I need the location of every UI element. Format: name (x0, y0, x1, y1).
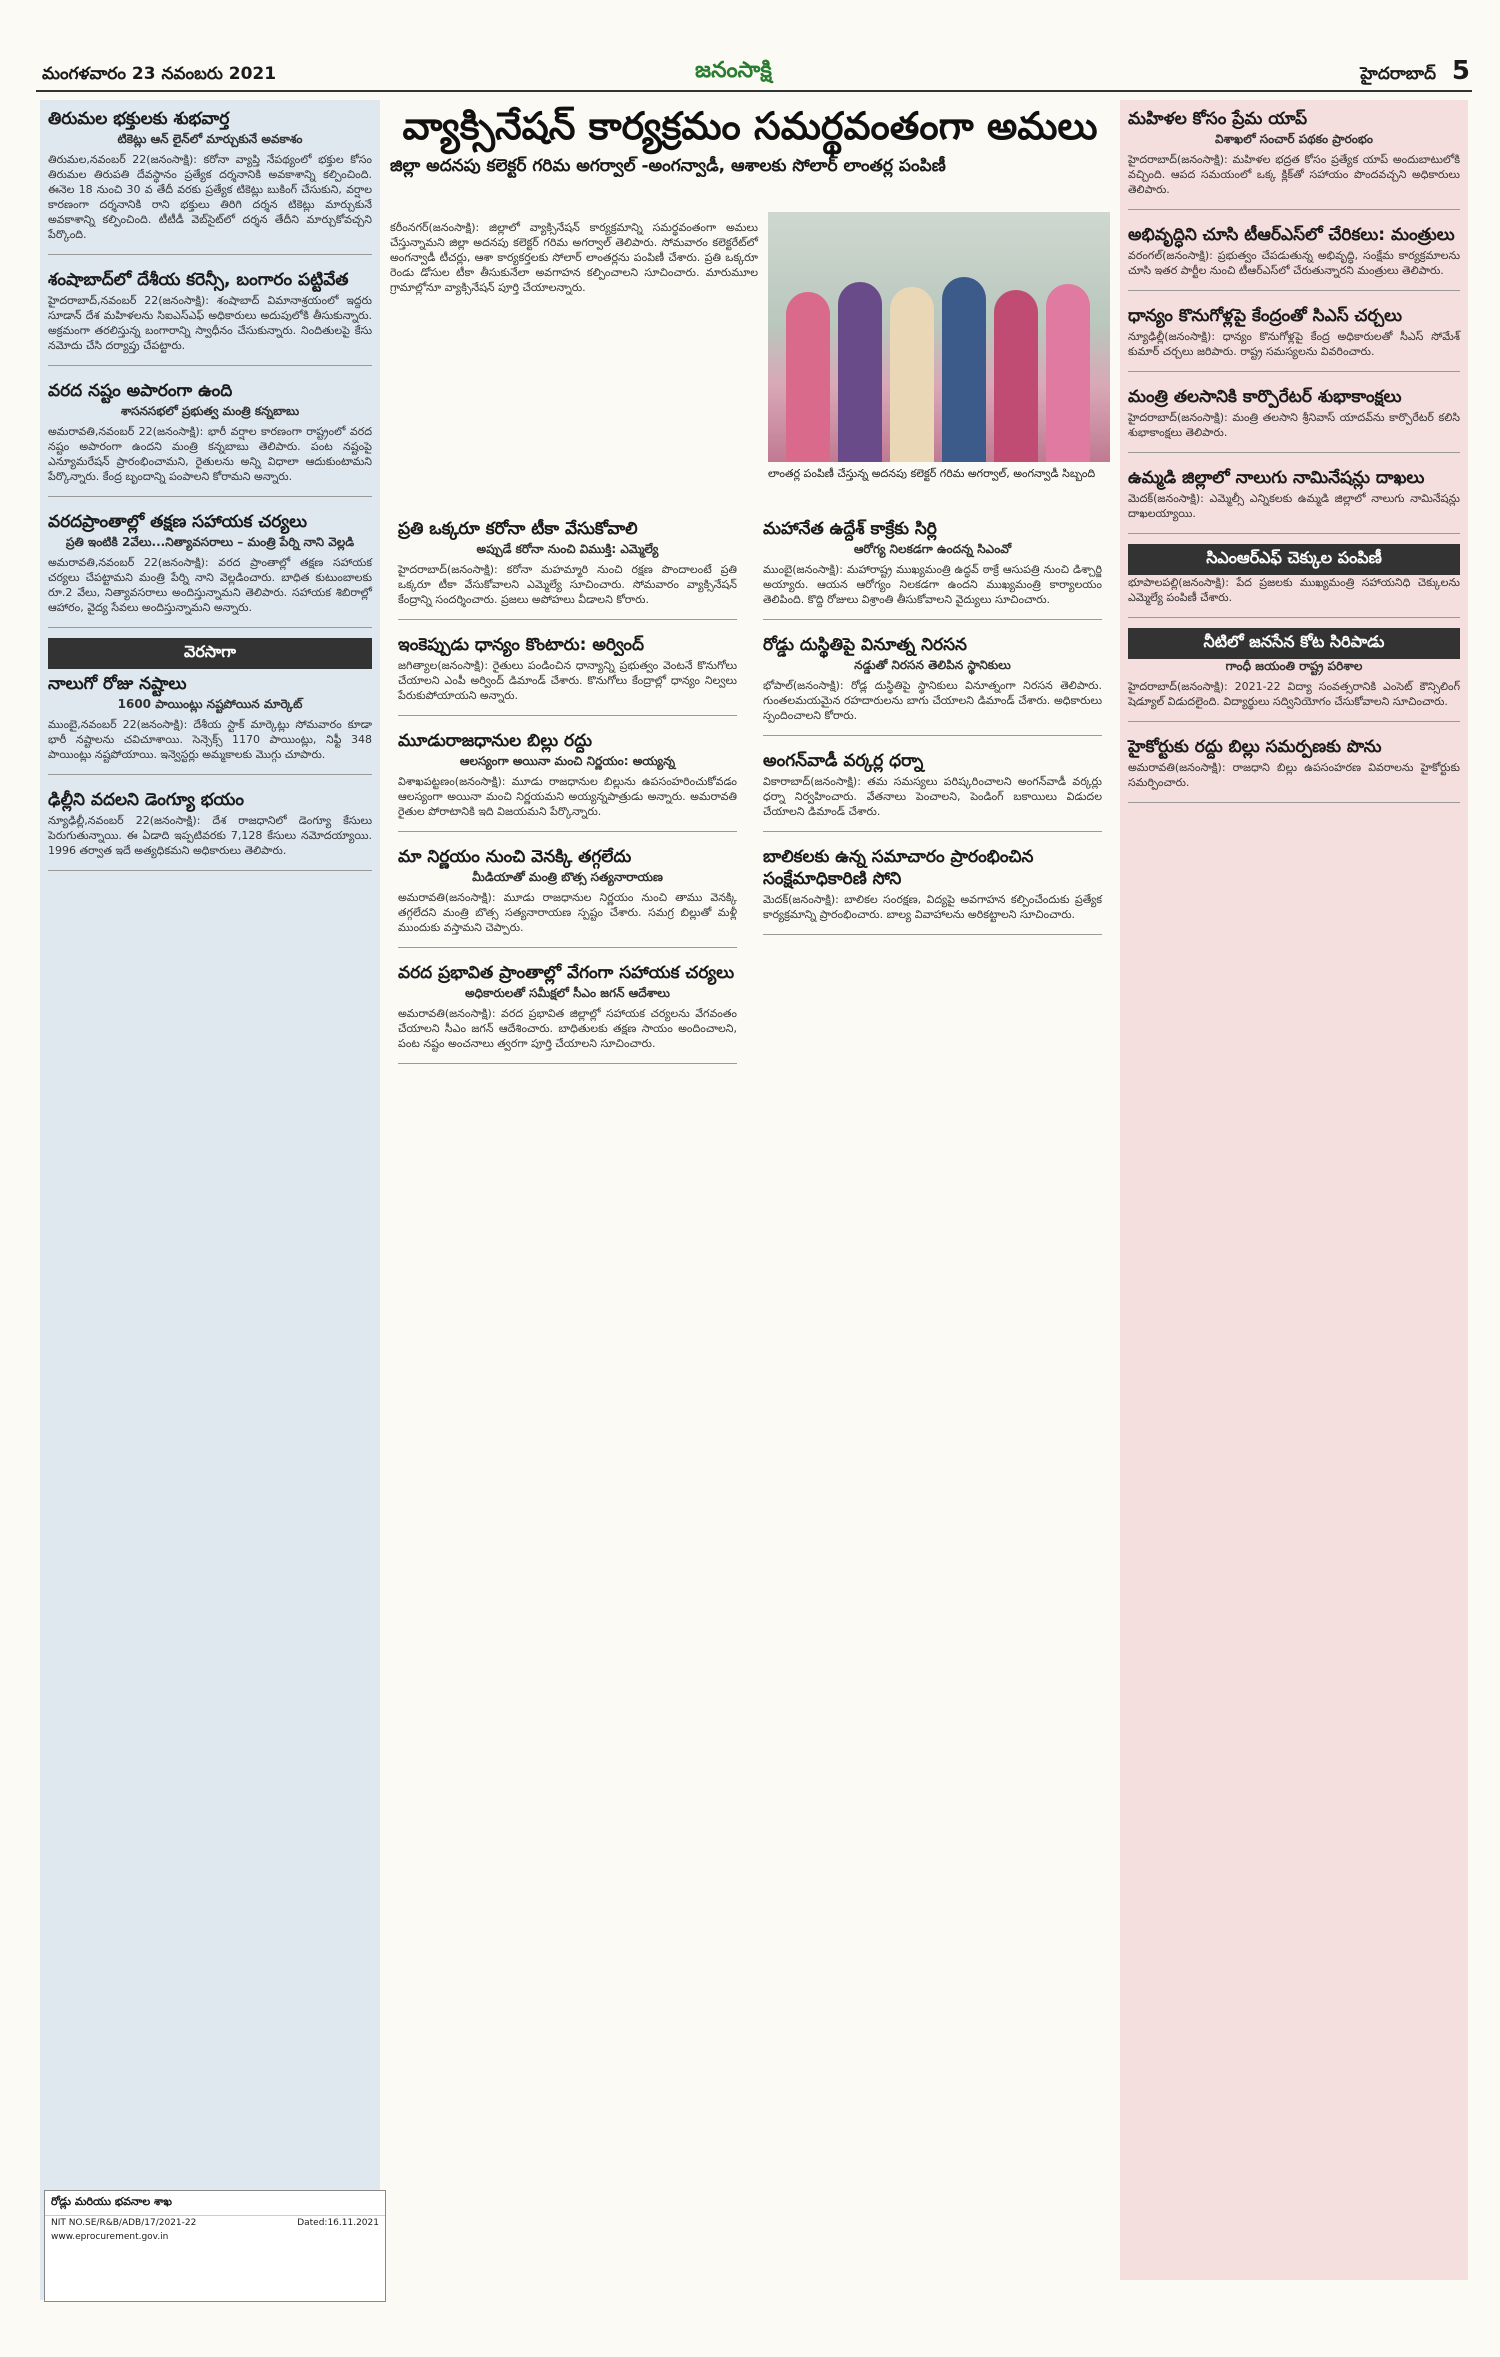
news-body: భూపాలపల్లి(జనంసాక్షి): పేద ప్రజలకు ముఖ్యమంత్రి సహాయనిధి చెక్కులను ఎమ్మెల్యే పంపిణీ చేశారు. (1128, 576, 1460, 604)
lead-photo (768, 212, 1110, 462)
issue-date: మంగళవారం 23 నవంబరు 2021 (42, 64, 277, 84)
news-item (40, 781, 380, 864)
notice-number: NIT NO.SE/R&B/ADB/17/2021-22 (51, 2218, 197, 2228)
divider (398, 947, 737, 948)
news-item (40, 634, 380, 768)
news-headline: ఢిల్లీని వదలని డెంగ్యూ భయం (48, 790, 245, 810)
news-subhead: ప్రతి ఇంటికి 2వేలు...నిత్యావసరాలు – మంత్రి పేర్ని నాని వెల్లడి (65, 535, 355, 549)
divider (48, 774, 372, 775)
news-headline: ధాన్యం కొనుగోళ్లపై కేంద్రంతో సిఎస్ చర్చలు (1128, 306, 1403, 326)
news-headline: అభివృద్ధిని చూసి టీఆర్ఎస్‌లో చేరికలు: మంత్రులు (1128, 225, 1455, 245)
page-number: 5 (1451, 56, 1470, 86)
news-headline: వరద నష్టం అపారంగా ఉంది (48, 381, 233, 401)
photo-person (838, 282, 882, 462)
news-headline: మా నిర్ణయం నుంచి వెనక్కి తగ్గలేదు (398, 847, 632, 867)
notice-heading: రోడ్లు మరియు భవనాల శాఖ (45, 2191, 385, 2216)
news-body: హైదరాబాద్(జనంసాక్షి): కరోనా మహమ్మారి నుంచి రక్షణ పొందాలంటే ప్రతి ఒక్కరూ టీకా వేసుకోవాలని ఎమ్మెల్యే సూచించారు. సోమవారం వ్యాక్సినేషన్ కేంద్రాన్ని సందర్శించారు. ప్రజలు అపోహలు వీడాలని కోరారు. (398, 563, 737, 606)
divider (398, 715, 737, 716)
news-headline: వరదప్రాంతాల్లో తక్షణ సహాయక చర్యలు (48, 512, 308, 532)
news-body: న్యూఢిల్లీ(జనంసాక్షి): ధాన్యం కొనుగోళ్లపై కేంద్ర అధికారులతో సీఎస్ సోమేశ్ కుమార్ చర్చలు జరిపారు. రాష్ట్ర సమస్యలను వివరించారు. (1128, 330, 1460, 358)
photo-person (994, 290, 1038, 462)
news-headline: హైకోర్టుకు రద్దు బిల్లు సమర్పణకు పొను (1128, 737, 1382, 757)
news-subhead: టికెట్లు ఆన్ లైన్‌లో మార్చుకునే అవకాశం (117, 132, 303, 146)
divider (1128, 721, 1460, 722)
notice-url: www.eprocurement.gov.in (51, 2232, 169, 2242)
news-body: ముంబై(జనంసాక్షి): మహారాష్ట్ర ముఖ్యమంత్రి ఉద్ధవ్ ఠాక్రే ఆసుపత్రి నుంచి డిశ్చార్జి అయ్యారు. ఆయన ఆరోగ్యం నిలకడగా ఉందని ముఖ్యమంత్రి కార్యాలయం తెలిపింది. కొద్ది రోజులు విశ్రాంతి తీసుకోవాలని వైద్యులు సూచించారు. (763, 563, 1102, 606)
news-headline: రోడ్డు దుస్థితిపై వినూత్న నిరసన (763, 635, 967, 655)
news-item (1120, 216, 1468, 284)
divider (1128, 533, 1460, 534)
divider (1128, 209, 1460, 210)
news-item (40, 261, 380, 359)
news-body: హైదరాబాద్,నవంబర్ 22(జనంసాక్షి): శంషాబాద్ విమానాశ్రయంలో ఇద్దరు సూడాన్ దేశ మహిళలను సిఐఎస్ఎఫ్ అధికారులు అదుపులోకి తీసుకున్నారు. అక్రమంగా తరలిస్తున్న బంగారాన్ని స్వాధీనం చేసుకున్నారు. నిందితులపై కేసు నమోదు చేసి దర్యాప్తు చేపట్టారు. (48, 294, 372, 352)
news-headline: తిరుమల భక్తులకు శుభవార్త (48, 109, 230, 129)
section-box-heading: సిఎంఆర్‌ఎఫ్ చెక్కుల పంపిణీ (1128, 544, 1460, 575)
lead-story (390, 100, 1110, 480)
divider (48, 627, 372, 628)
photo-person (890, 287, 934, 462)
lead-deck: జిల్లా అదనపు కలెక్టర్ గరిమ అగర్వాల్ -అంగన్వాడీ, ఆశాలకు సోలార్ లాంతర్ల పంపిణీ (390, 156, 946, 176)
news-body: విశాఖపట్టణం(జనంసాక్షి): మూడు రాజధానుల బిల్లును ఉపసంహరించుకోవడం ఆలస్యంగా అయినా మంచి నిర్ణయమని అయ్యన్నపాత్రుడు అన్నారు. అమరావతి రైతుల పోరాటానికి ఇది విజయమని పేర్కొన్నారు. (398, 775, 737, 818)
news-body: హైదరాబాద్(జనంసాక్షి): మంత్రి తలసాని శ్రీనివాస్ యాదవ్‌ను కార్పొరేటర్ కలిసి శుభాకాంక్షలు తెలిపారు. (1128, 411, 1460, 439)
news-item (1120, 624, 1468, 715)
news-item (1120, 459, 1468, 527)
brand-logo: జనంసాక్షి (695, 58, 772, 83)
divider (398, 1063, 737, 1064)
news-headline: అంగన్‌వాడీ వర్కర్ల ధర్నా (763, 751, 924, 771)
lead-body: కరీంనగర్(జనంసాక్షి): జిల్లాలో వ్యాక్సినేషన్ కార్యక్రమాన్ని సమర్థవంతంగా అమలు చేస్తున్నామని జిల్లా అదనపు కలెక్టర్ గరిమ అగర్వాల్ తెలిపారు. సోమవారం కలెక్టరేట్‌లో అంగన్వాడీ టీచర్లు, ఆశా కార్యకర్తలకు సోలార్ లాంతర్లను పంపిణీ చేశారు. ప్రతి ఒక్కరూ రెండు డోసుల టీకా తీసుకునేలా అవగాహన కల్పించాలని సూచించారు. మారుమూల గ్రామాల్లోనూ వ్యాక్సినేషన్ పూర్తి చేయాలన్నారు. (390, 221, 758, 294)
section-box-heading: నీటిలో జనసేన కోట సిరిపాడు (1128, 628, 1460, 659)
divider (398, 619, 737, 620)
news-item (390, 510, 745, 613)
news-subhead: 1600 పాయింట్లు నష్టపోయిన మార్కెట్ (117, 697, 303, 711)
news-headline: మూడురాజధానుల బిల్లు రద్దు (398, 731, 593, 751)
news-headline: మంత్రి తలసానికి కార్పొరేటర్ శుభాకాంక్షలు (1128, 387, 1402, 407)
photo-person (786, 292, 830, 462)
news-body: అమరావతి(జనంసాక్షి): వరద ప్రభావిత జిల్లాల్లో సహాయక చర్యలను వేగవంతం చేయాలని సీఎం జగన్ ఆదేశించారు. బాధితులకు తక్షణ సాయం అందించాలని, పంట నష్టం అంచనాలు త్వరగా పూర్తి చేయాలని సూచించారు. (398, 1007, 737, 1050)
news-body: న్యూఢిల్లీ,నవంబర్ 22(జనంసాక్షి): దేశ రాజధానిలో డెంగ్యూ కేసులు పెరుగుతున్నాయి. ఈ ఏడాది ఇప్పటివరకు 7,128 కేసులు నమోదయ్యాయి. 1996 తర్వాత ఇదే అత్యధికమని అధికారులు తెలిపారు. (48, 814, 372, 857)
divider (1128, 290, 1460, 291)
lead-headline: వ్యాక్సినేషన్ కార్యక్రమం సమర్థవంతంగా అమలు (402, 104, 1098, 148)
news-body: తిరుమల,నవంబర్ 22(జనంసాక్షి): కరోనా వ్యాప్తి నేపథ్యంలో భక్తుల కోసం తిరుమల తిరుపతి దేవస్థానం ప్రత్యేక దర్శనానికి అవకాశాన్ని కల్పించింది. ఈనెల 18 నుంచి 30 వ తేదీ వరకు ప్రత్యేక టికెట్లు బుకింగ్ చేసుకుని, వర్షాల కారణంగా దర్శనానికి రాని భక్తులు తిరిగి దర్శన టికెట్లు మార్చుకునే అవకాశాన్ని కల్పించింది. టీటీడీ వెబ్‌సైట్‌లో దర్శన తేదీని మార్చుకోవచ్చని పేర్కొంది. (48, 153, 372, 241)
news-item (1120, 540, 1468, 611)
photo-person (1046, 284, 1090, 462)
news-body: అమరావతి,నవంబర్ 22(జనంసాక్షి): వరద ప్రాంతాల్లో తక్షణ సహాయక చర్యలు చేపట్టామని మంత్రి పేర్ని నాని వెల్లడించారు. బాధిత కుటుంబాలకు రూ.2 వేలు, నిత్యావసరాలు అందిస్తున్నామని తెలిపారు. సహాయక శిబిరాల్లో ఆహారం, వైద్య సేవలు అందిస్తున్నామని అన్నారు. (48, 556, 372, 614)
divider (48, 496, 372, 497)
news-item (755, 838, 1110, 928)
news-item (1120, 100, 1468, 203)
news-body: భోపాల్(జనంసాక్షి): రోడ్ల దుస్థితిపై స్థానికులు వినూత్నంగా నిరసన తెలిపారు. గుంతలమయమైన రహదారులను బాగు చేయాలని డిమాండ్ చేశారు. అధికారులు స్పందించాలని కోరారు. (763, 679, 1102, 722)
news-item (1120, 297, 1468, 365)
divider (48, 870, 372, 871)
news-subhead: అప్పుడే కరోనా నుంచి విముక్తి: ఎమ్మెల్యే (476, 542, 659, 556)
section-box-heading: వెరసాగా (48, 638, 372, 669)
news-subhead: నడ్డుతో నిరసన తెలిపిన స్థానికులు (854, 658, 1011, 672)
news-item (40, 100, 380, 248)
news-item (390, 954, 745, 1057)
lead-caption: లాంతర్ల పంపిణీ చేస్తున్న అదనపు కలెక్టర్ గరిమ అగర్వాల్, అంగన్వాడీ సిబ్బంది (768, 467, 1096, 480)
news-subhead: గాంధీ జయంతి రాష్ట్ర పరిశాల (1225, 659, 1363, 673)
divider (763, 934, 1102, 935)
tender-notice (44, 2190, 386, 2302)
divider (1128, 371, 1460, 372)
news-subhead: ఆరోగ్య నిలకడగా ఉందన్న సిఎంవో (853, 542, 1012, 556)
right-column (1120, 100, 1468, 2280)
news-item (390, 838, 745, 941)
divider (48, 365, 372, 366)
photo-person (942, 277, 986, 462)
news-headline: మహిళల కోసం ప్రేమ యాప్ (1128, 109, 1308, 129)
news-body: ముంబై,నవంబర్ 22(జనంసాక్షి): దేశీయ స్టాక్ మార్కెట్లు సోమవారం కూడా భారీ నష్టాలను చవిచూశాయి. సెన్సెక్స్ 1170 పాయింట్లు, నిఫ్టీ 348 పాయింట్లు నష్టపోయాయి. ఇన్వెస్టర్లు అమ్మకాలకు మొగ్గు చూపారు. (48, 718, 372, 761)
news-item (755, 510, 1110, 613)
news-subhead: ఆలస్యంగా అయినా మంచి నిర్ణయం: అయ్యన్న (459, 754, 676, 768)
notice-date: Dated:16.11.2021 (297, 2218, 379, 2228)
news-subhead: శాసనసభలో ప్రభుత్వ మంత్రి కన్నబాబు (120, 404, 300, 418)
news-body: అమరావతి(జనంసాక్షి): మూడు రాజధానుల నిర్ణయం నుంచి తాము వెనక్కి తగ్గలేదని మంత్రి బొత్స సత్యనారాయణ స్పష్టం చేశారు. సమగ్ర బిల్లుతో మళ్లీ ముందుకు వస్తామని చెప్పారు. (398, 891, 737, 934)
news-subhead: అధికారులతో సమీక్షలో సీఎం జగన్ ఆదేశాలు (465, 986, 670, 1000)
masthead-rule (36, 90, 1472, 92)
news-headline: శంషాబాద్‌లో దేశీయ కరెన్సీ, బంగారం పట్టివేత (48, 270, 349, 290)
divider (398, 831, 737, 832)
news-item (40, 503, 380, 621)
news-item (390, 626, 745, 709)
news-item (755, 742, 1110, 825)
masthead (0, 0, 1500, 88)
news-headline: ఇంకెప్పుడు ధాన్యం కొంటారు: అర్వింద్ (398, 635, 645, 655)
news-headline: మహానేత ఉద్దేశ్ కాక్రేకు సిర్లి (763, 519, 937, 539)
news-subhead: మీడియాతో మంత్రి బొత్స సత్యనారాయణ (472, 870, 663, 884)
edition-city: హైదరాబాద్ (1360, 64, 1436, 84)
divider (763, 735, 1102, 736)
news-body: అమరావతి(జనంసాక్షి): రాజధాని బిల్లు ఉపసంహరణ వివరాలను హైకోర్టుకు సమర్పించారు. (1128, 761, 1460, 789)
news-body: వరంగల్(జనంసాక్షి): ప్రభుత్వం చేపడుతున్న అభివృద్ధి, సంక్షేమ కార్యక్రమాలను చూసి ఇతర పార్టీల నుంచి టీఆర్ఎస్‌లో చేరుతున్నారని మంత్రులు తెలిపారు. (1128, 249, 1460, 277)
news-headline: ఉమ్మడి జిల్లాలో నాలుగు నామినేషన్లు దాఖలు (1128, 468, 1425, 488)
news-item (40, 372, 380, 490)
divider (1128, 452, 1460, 453)
divider (1128, 617, 1460, 618)
divider (1128, 802, 1460, 803)
news-body: జగిత్యాల(జనంసాక్షి): రైతులు పండించిన ధాన్యాన్ని ప్రభుత్వం వెంటనే కొనుగోలు చేయాలని ఎంపీ అర్వింద్ డిమాండ్ చేశారు. కొనుగోలు కేంద్రాల్లో ధాన్యం నిల్వలు పేరుకుపోయాయని అన్నారు. (398, 659, 737, 702)
news-subhead: విశాఖలో సంచార్ పథకం ప్రారంభం (1215, 132, 1373, 146)
divider (48, 254, 372, 255)
middle-column-2 (755, 510, 1110, 941)
news-headline: ప్రతి ఒక్కరూ కరోనా టీకా వేసుకోవాలి (398, 519, 638, 539)
left-column (40, 100, 380, 2300)
news-body: మెదక్(జనంసాక్షి): ఎమ్మెల్సీ ఎన్నికలకు ఉమ్మడి జిల్లాలో నాలుగు నామినేషన్లు దాఖలయ్యాయి. (1128, 492, 1460, 520)
news-body: హైదరాబాద్(జనంసాక్షి): 2021-22 విద్యా సంవత్సరానికి ఎంసెట్ కౌన్సిలింగ్ షెడ్యూల్ విడుదలైంది. విద్యార్థులు సద్వినియోగం చేసుకోవాలని సూచించారు. (1128, 680, 1460, 708)
news-item (1120, 728, 1468, 796)
news-headline: బాలికలకు ఉన్న సమాచారం ప్రారంభించిన సంక్షేమాధికారిణి సోని (763, 847, 1034, 889)
news-item (390, 722, 745, 825)
middle-column-1 (390, 510, 745, 1070)
divider (763, 831, 1102, 832)
divider (763, 619, 1102, 620)
news-body: మెదక్(జనంసాక్షి): బాలికల సంరక్షణ, విద్యపై అవగాహన కల్పించేందుకు ప్రత్యేక కార్యక్రమాన్ని ప్రారంభించారు. బాల్య వివాహాలను అరికట్టాలని సూచించారు. (763, 893, 1102, 921)
news-headline: నాలుగో రోజు నష్టాలు (48, 674, 187, 694)
news-body: వికారాబాద్(జనంసాక్షి): తమ సమస్యలు పరిష్కరించాలని అంగన్‌వాడీ వర్కర్లు ధర్నా నిర్వహించారు. వేతనాలు పెంచాలని, పెండింగ్ బకాయిలు విడుదల చేయాలని డిమాండ్ చేశారు. (763, 775, 1102, 818)
news-item (755, 626, 1110, 729)
news-headline: వరద ప్రభావిత ప్రాంతాల్లో వేగంగా సహాయక చర్యలు (398, 963, 735, 983)
news-body: అమరావతి,నవంబర్ 22(జనంసాక్షి): భారీ వర్షాల కారణంగా రాష్ట్రంలో వరద నష్టం అపారంగా ఉందని మంత్రి కన్నబాబు తెలిపారు. పంట నష్టంపై ఎన్యూమరేషన్ ప్రారంభించామని, రైతులను అన్ని విధాలా ఆదుకుంటామని పేర్కొన్నారు. కేంద్ర బృందాన్ని పంపాలని కోరామని అన్నారు. (48, 425, 372, 483)
news-body: హైదరాబాద్(జనంసాక్షి): మహిళల భద్రత కోసం ప్రత్యేక యాప్ అందుబాటులోకి వచ్చింది. ఆపద సమయంలో ఒక్క క్లిక్‌తో సహాయం పొందవచ్చని అధికారులు తెలిపారు. (1128, 153, 1460, 196)
news-item (1120, 378, 1468, 446)
